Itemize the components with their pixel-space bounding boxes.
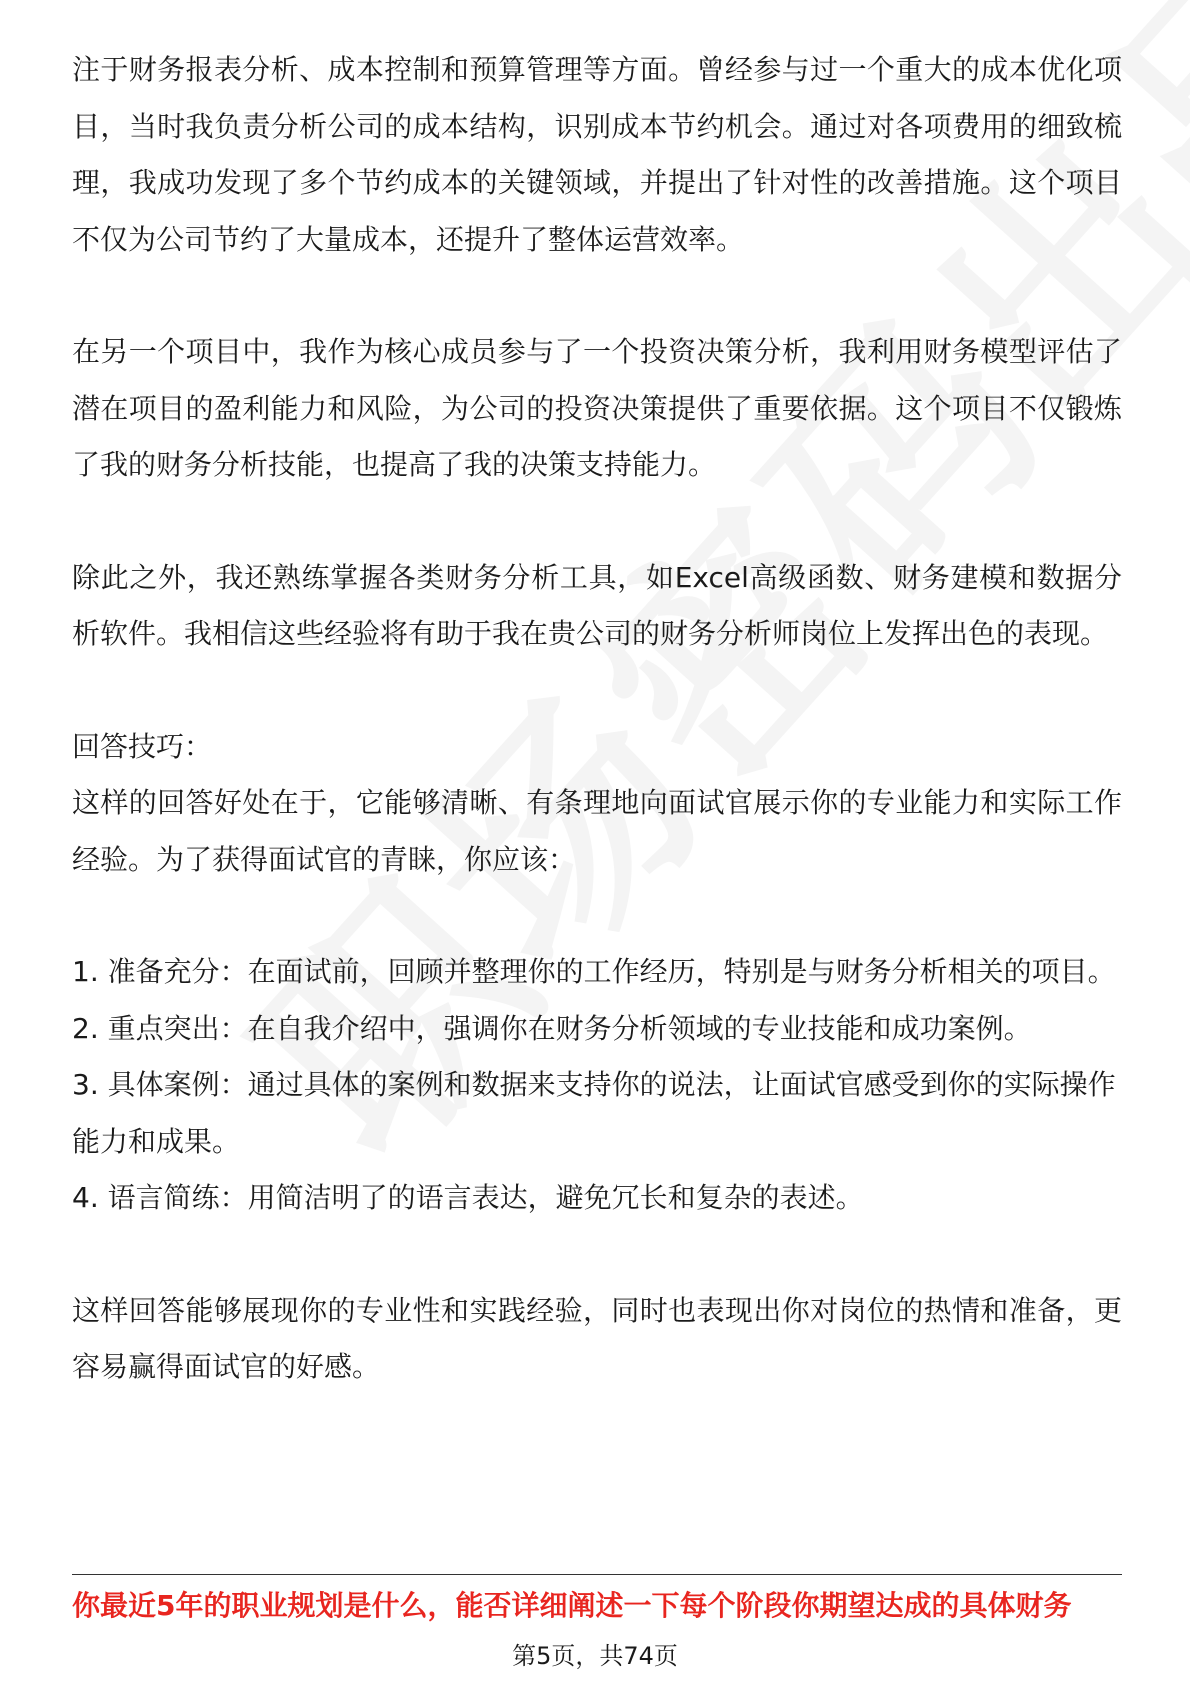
tips-intro: 这样的回答好处在于，它能够清晰、有条理地向面试官展示你的专业能力和实际工作经验。为了获得面试官的青睐，你应该：: [72, 786, 1122, 876]
paragraph-cost-project: 注于财务报表分析、成本控制和预算管理等方面。曾经参与过一个重大的成本优化项目，当时我负责分析公司的成本结构，识别成本节约机会。通过对各项费用的细致梳理，我成功发现了多个节约成本的关键领域，并提出了针对性的改善措施。这个项目不仅为公司节约了大量成本，还提升了整体运营效率。: [72, 53, 1122, 256]
tips-list: [72, 944, 1122, 1227]
paragraph-closing: 这样回答能够展现你的专业性和实践经验，同时也表现出你对岗位的热情和准备，更容易赢得面试官的好感。: [72, 1293, 1122, 1383]
list-item: 2. 重点突出：在自我介绍中，强调你在财务分析领域的专业技能和成功案例。: [72, 1011, 1032, 1045]
page-body: [72, 42, 1122, 1396]
tips-heading: 回答技巧：: [72, 729, 213, 763]
list-item: 3. 具体案例：通过具体的案例和数据来支持你的说法，让面试官感受到你的实际操作能力和成果。: [72, 1068, 1116, 1158]
divider: [72, 1574, 1122, 1575]
list-item: 4. 语言简练：用简洁明了的语言表达，避免冗长和复杂的表述。: [72, 1181, 864, 1214]
paragraph-tools: 除此之外，我还熟练掌握各类财务分析工具，如Excel高级函数、财务建模和数据分析软件。我相信这些经验将有助于我在贵公司的财务分析师岗位上发挥出色的表现。: [72, 560, 1122, 650]
list-item: 1. 准备充分：在面试前，回顾并整理你的工作经历，特别是与财务分析相关的项目。: [72, 955, 1116, 988]
paragraph-investment-project: 在另一个项目中，我作为核心成员参与了一个投资决策分析，我利用财务模型评估了潜在项目的盈利能力和风险，为公司的投资决策提供了重要依据。这个项目不仅锻炼了我的财务分析技能，也提高了我的决策支持能力。: [72, 335, 1122, 481]
page-number: 第5页，共74页: [512, 1642, 678, 1670]
next-question-heading: 你最近5年的职业规划是什么，能否详细阐述一下每个阶段你期望达成的具体财务: [72, 1589, 1072, 1622]
